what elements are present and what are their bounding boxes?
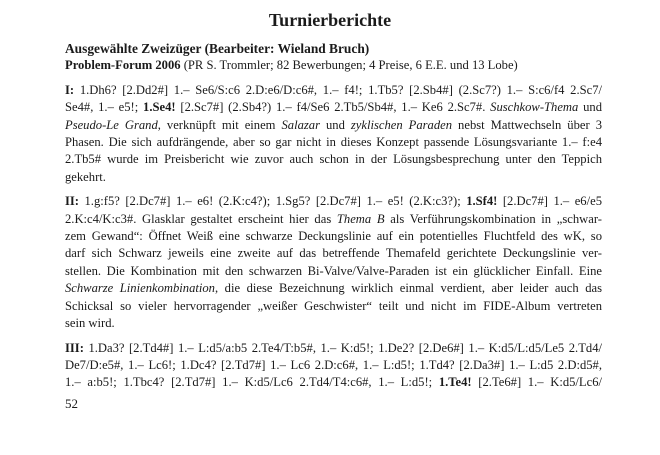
problem-I-line-2: Se4#, 1.– e5!; 1.Se4! [2.Sc7#] (2.Sb4?) 1.– f4/Se6 2.Tb5/Sb4#, 1.– Ke6 2.Sc7#. Suschkow-Thema und: [65, 100, 602, 115]
problem-I-line-1: I: 1.Dh6? [2.Dd2#] 1.– Se6/S:c6 2.D:e6/D:c6#, 1.– f4!; 1.Tb5? [2.Sb4#] (2.Sc7?) 1.– S:c6/f4 2.Sc7/: [65, 82, 602, 97]
problem-II-key-move: 1.Sf4!: [466, 194, 498, 209]
problem-III-line-2: De7/D:e5#, 1.– Lc6!; 1.Dc4? [2.Td7#] 1.– Lc6 2.D:c6#, 1.– L:d5!; 1.Td4? [2.Da3#] 1.– L:d5 2.D:d5#,: [65, 357, 602, 372]
page-title: Turnierberichte: [268, 10, 392, 30]
problem-II-line-5: stellen. Die Kombination mit den schwarzen Bi-Valve/Valve-Paraden ist ein glücklicher Einfall. Eine: [65, 263, 602, 278]
forum-details: (PR S. Trommler; 82 Bewerbungen; 4 Preise, 6 E.E. und 13 Lobe): [180, 58, 518, 73]
section-heading: Ausgewählte Zweizüger (Bearbeiter: Wieland Bruch): [65, 41, 370, 56]
problem-I-line-6: gekehrt.: [65, 169, 106, 184]
problem-II-line-8: sein wird.: [65, 316, 115, 331]
problem-III: [65, 340, 602, 392]
problem-II-number: II:: [65, 194, 79, 209]
problem-II-line-4: darf sich Schwarz jeweils eine zweite auf das betreffende Themafeld gerichtete Deckungslinie ver-: [65, 246, 602, 261]
problem-III-number: III:: [65, 340, 84, 355]
problem-II-line-1: II: 1.g:f5? [2.Dc7#] 1.– e6! (2.K:c4?); 1.Sg5? [2.Dc7#] 1.– e5! (2.K:c3?); 1.Sf4! [2.Dc7#] 1.– e6/e5: [65, 194, 602, 209]
problem-I-line-3: Pseudo-Le Grand, verknüpft mit einem Salazar und zyklischen Paraden nebst Mattwechseln über 3: [65, 117, 602, 132]
problem-III-line-3: 1.– a:b5!; 1.Tbc4? [2.Td7#] 1.– K:d5/Lc6 2.Td4/T4:c6#, 1.– L:d5!; 1.Te4! [2.Te6#] 1.– K:d5/Lc6/: [65, 375, 602, 390]
problem-I-number: I:: [65, 82, 75, 97]
problem-I-key-move: 1.Se4!: [143, 100, 176, 115]
problem-II-line-7: Schicksal so vieler hervorragender „weißer Geschwister“ teilt und nicht im FIDE-Album vertreten: [65, 298, 602, 313]
page-number: 52: [65, 396, 78, 411]
problem-III-line-1: III: 1.Da3? [2.Td4#] 1.– L:d5/a:b5 2.Te4/T:b5#, 1.– K:d5!; 1.De2? [2.De6#] 1.– K:d5/L:d5/Le5 2.Td4/: [65, 340, 602, 355]
problem-I: [65, 82, 602, 186]
problem-II: [65, 193, 602, 332]
problem-I-line-5: 2.Tb5# wurde im Preisbericht wie zuvor auch schon in der Lösungsbesprechung unter den Teppich: [65, 152, 602, 167]
problem-I-line-4: Phasen. Die sich aufdrängende, aber so gar nicht in dieses Konzept passende Lösungsvariante 1.– f:e4: [65, 135, 602, 150]
problem-II-line-3: zem Gewand“: Öffnet Weiß eine schwarze Deckungslinie auf ein potentielles Fluchtfeld des wK, so: [65, 229, 602, 244]
forum-line: [65, 57, 602, 74]
problem-II-line-2: 2.K:c4/K:c3#. Glasklar gestaltet erscheint hier das Thema B als Verführungskombination in „schwar-: [65, 211, 602, 226]
forum-name: Problem-Forum 2006: [65, 58, 181, 73]
text-column: [65, 40, 602, 392]
problem-III-key-move: 1.Te4!: [438, 375, 472, 390]
problem-II-line-6: Schwarze Linienkombination, die diese Bezeichnung wirklich einmal verdient, aber leider auch das: [65, 281, 603, 296]
